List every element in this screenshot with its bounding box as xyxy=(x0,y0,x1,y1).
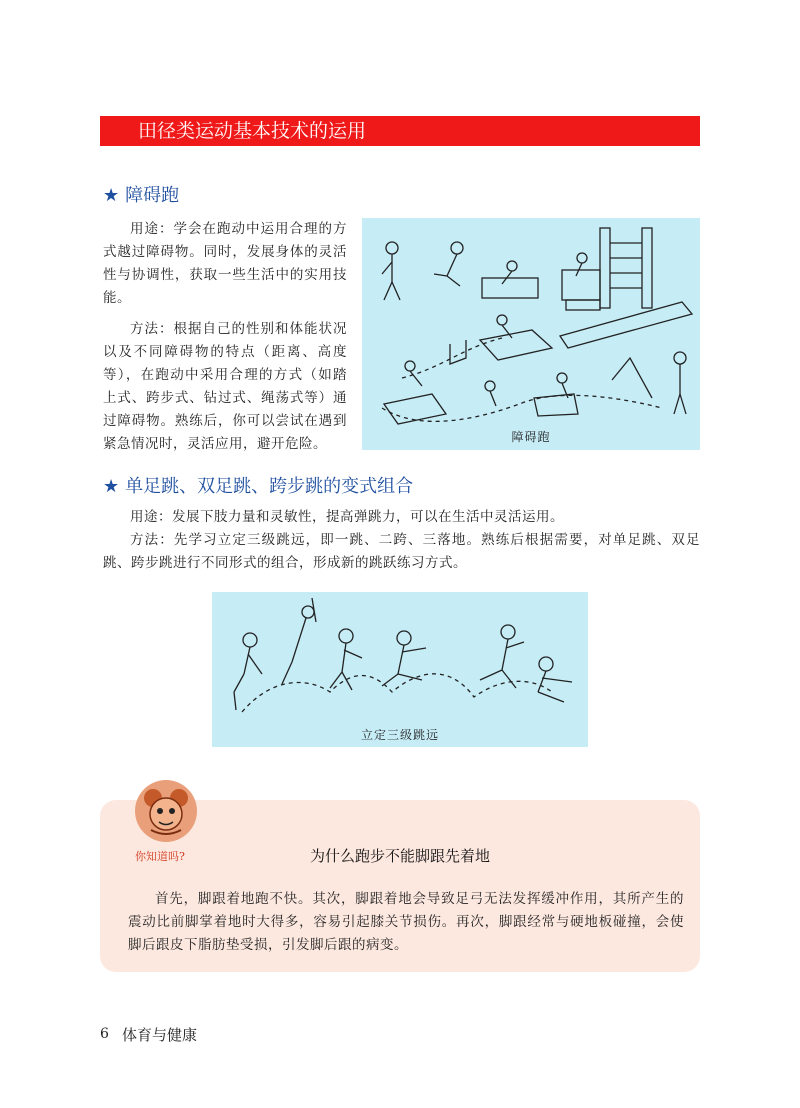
book-title: 体育与健康 xyxy=(122,1026,198,1044)
standing-triple-jump-figure xyxy=(212,592,588,747)
obstacle-method-paragraph: 方法：根据自己的性别和体能状况以及不同障碍物的特点（距离、高度等），在跑动中采用合理的方式（如踏上式、跨步式、钻过式、绳荡式等）通过障碍物。熟练后，你可以尝试在遇到紧急情况时，灵活应用，避开危险。 xyxy=(103,321,347,452)
section-heading-obstacle-run xyxy=(103,181,179,207)
chapter-title-banner: 田径类运动基本技术的运用 xyxy=(100,116,700,146)
did-you-know-label: 你知道吗? xyxy=(135,850,185,863)
did-you-know-body: 首先，脚跟着地跑不快。其次，脚跟着地会导致足弓无法发挥缓冲作用，其所产生的震动比前脚掌着地时大得多，容易引起膝关节损伤。再次，脚跟经常与硬地板碰撞，会使脚后跟皮下脂肪垫受损，引发脚后跟的病变。 xyxy=(128,891,684,953)
star-icon: ★ xyxy=(103,185,120,206)
obstacle-usage-paragraph: 用途：学会在跑动中运用合理的方式越过障碍物。同时，发展身体的灵活性与协调性，获取一些生活中的实用技能。 xyxy=(103,221,347,306)
section-heading-text: 单足跳、双足跳、跨步跳的变式组合 xyxy=(125,476,414,497)
did-you-know-title: 为什么跑步不能脚跟先着地 xyxy=(309,847,490,865)
section-heading-text: 障碍跑 xyxy=(125,185,180,206)
jump-method-paragraph: 方法：先学习立定三级跳远，即一跳、二跨、三落地。熟练后根据需要，对单足跳、双足跳、跨步跳进行不同形式的组合，形成新的跳跃练习方式。 xyxy=(103,532,700,571)
jump-usage-paragraph: 用途：发展下肢力量和灵敏性，提高弹跳力，可以在生活中灵活运用。 xyxy=(130,509,564,525)
star-icon: ★ xyxy=(103,476,120,497)
obstacle-run-illustration xyxy=(362,218,700,450)
page-number: 6 xyxy=(100,1026,109,1042)
did-you-know-badge-icon xyxy=(133,778,199,844)
obstacle-run-caption: 障碍跑 xyxy=(511,430,551,444)
standing-triple-jump-caption: 立定三级跳远 xyxy=(360,728,439,742)
standing-triple-jump-illustration xyxy=(212,592,588,747)
section-heading-jump-combos xyxy=(103,472,413,498)
obstacle-run-figure xyxy=(362,218,700,450)
